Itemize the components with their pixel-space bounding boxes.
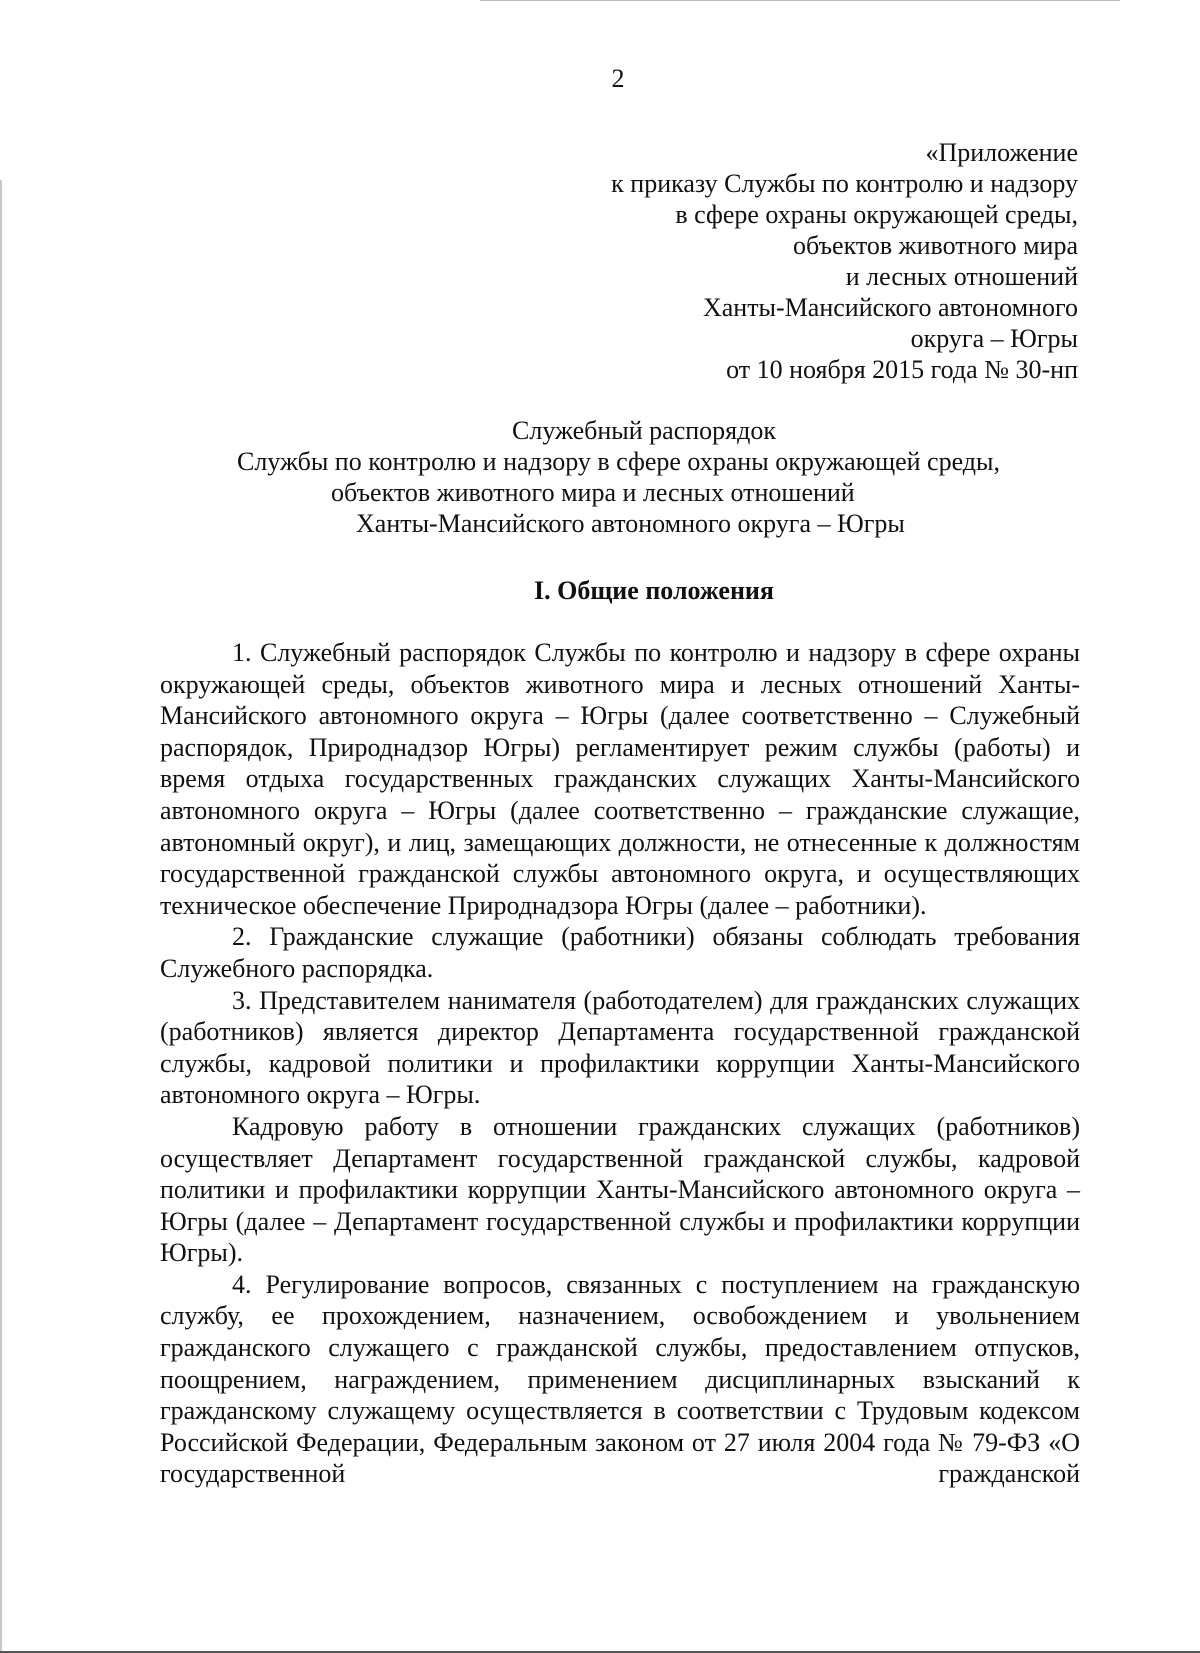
appendix-line: Ханты-Мансийского автономного <box>702 293 1078 322</box>
paragraph: 1. Служебный распорядок Службы по контролю и надзору в сфере охраны окружающей среды, объектов животного мира и лесных отношений Ханты-Мансийского автономного округа – Югры (далее соответственно – Служебный распорядок, Природнадзор Югры) регламентирует режим службы (работы) и время отдыха государственных гражданских служащих Ханты-Мансийского автономного округа – Югры (далее соответственно – гражданские служащие, автономный округ), и лиц, замещающих должности, не отнесенные к должностям государственной гражданской службы автономного округа, и осуществляющих техническое обеспечение Природнадзора Югры (далее – работники). <box>160 638 1080 920</box>
title-line: Ханты-Мансийского автономного округа – Югры <box>356 509 905 538</box>
paragraph: 3. Представителем нанимателя (работодателем) для гражданских служащих (работников) является директор Департамента государственной гражданской службы, кадровой политики и профилактики коррупции Ханты-Мансийского автономного округа – Югры. <box>160 985 1080 1110</box>
appendix-line: объектов животного мира <box>793 231 1078 260</box>
appendix-line: округа – Югры <box>910 324 1078 353</box>
appendix-line: к приказу Службы по контролю и надзору <box>611 169 1078 198</box>
paragraph: 4. Регулирование вопросов, связанных с поступлением на гражданскую службу, ее прохождением, назначением, освобождением и увольнением гражданского служащего с гражданской службы, предоставлением отпусков, поощрением, награждением, применением дисциплинарных взысканий к гражданскому служащему осуществляется в соответствии с Трудовым кодексом Российской Федерации, Федеральным законом от 27 июля 2004 года № 79-ФЗ «О государственной гражданской <box>160 1269 1080 1489</box>
body-text <box>160 637 1080 1490</box>
title-line: Службы по контролю и надзору в сфере охраны окружающей среды, <box>237 447 1000 476</box>
page-number: 2 <box>611 64 625 93</box>
paragraph: 2. Гражданские служащие (работники) обязаны соблюдать требования Служебного распорядка. <box>160 922 1080 983</box>
appendix-line: и лесных отношений <box>845 262 1078 291</box>
scan-edge-top <box>480 0 1120 1</box>
section-heading: I. Общие положения <box>534 576 774 605</box>
document-title <box>160 415 1080 539</box>
scan-edge-left <box>0 180 2 1653</box>
appendix-header <box>611 137 1078 385</box>
title-line: объектов животного мира и лесных отношений <box>331 478 855 507</box>
title-line: Служебный распорядок <box>512 416 776 445</box>
appendix-line: от 10 ноября 2015 года № 30-нп <box>726 355 1078 384</box>
paragraph: Кадровую работу в отношении гражданских служащих (работников) осуществляет Департамент государственной гражданской службы, кадровой политики и профилактики коррупции Ханты-Мансийского автономного округа – Югры (далее – Департамент государственной службы и профилактики коррупции Югры). <box>160 1111 1080 1268</box>
appendix-line: «Приложение <box>925 138 1078 167</box>
appendix-line: в сфере охраны окружающей среды, <box>675 200 1078 229</box>
